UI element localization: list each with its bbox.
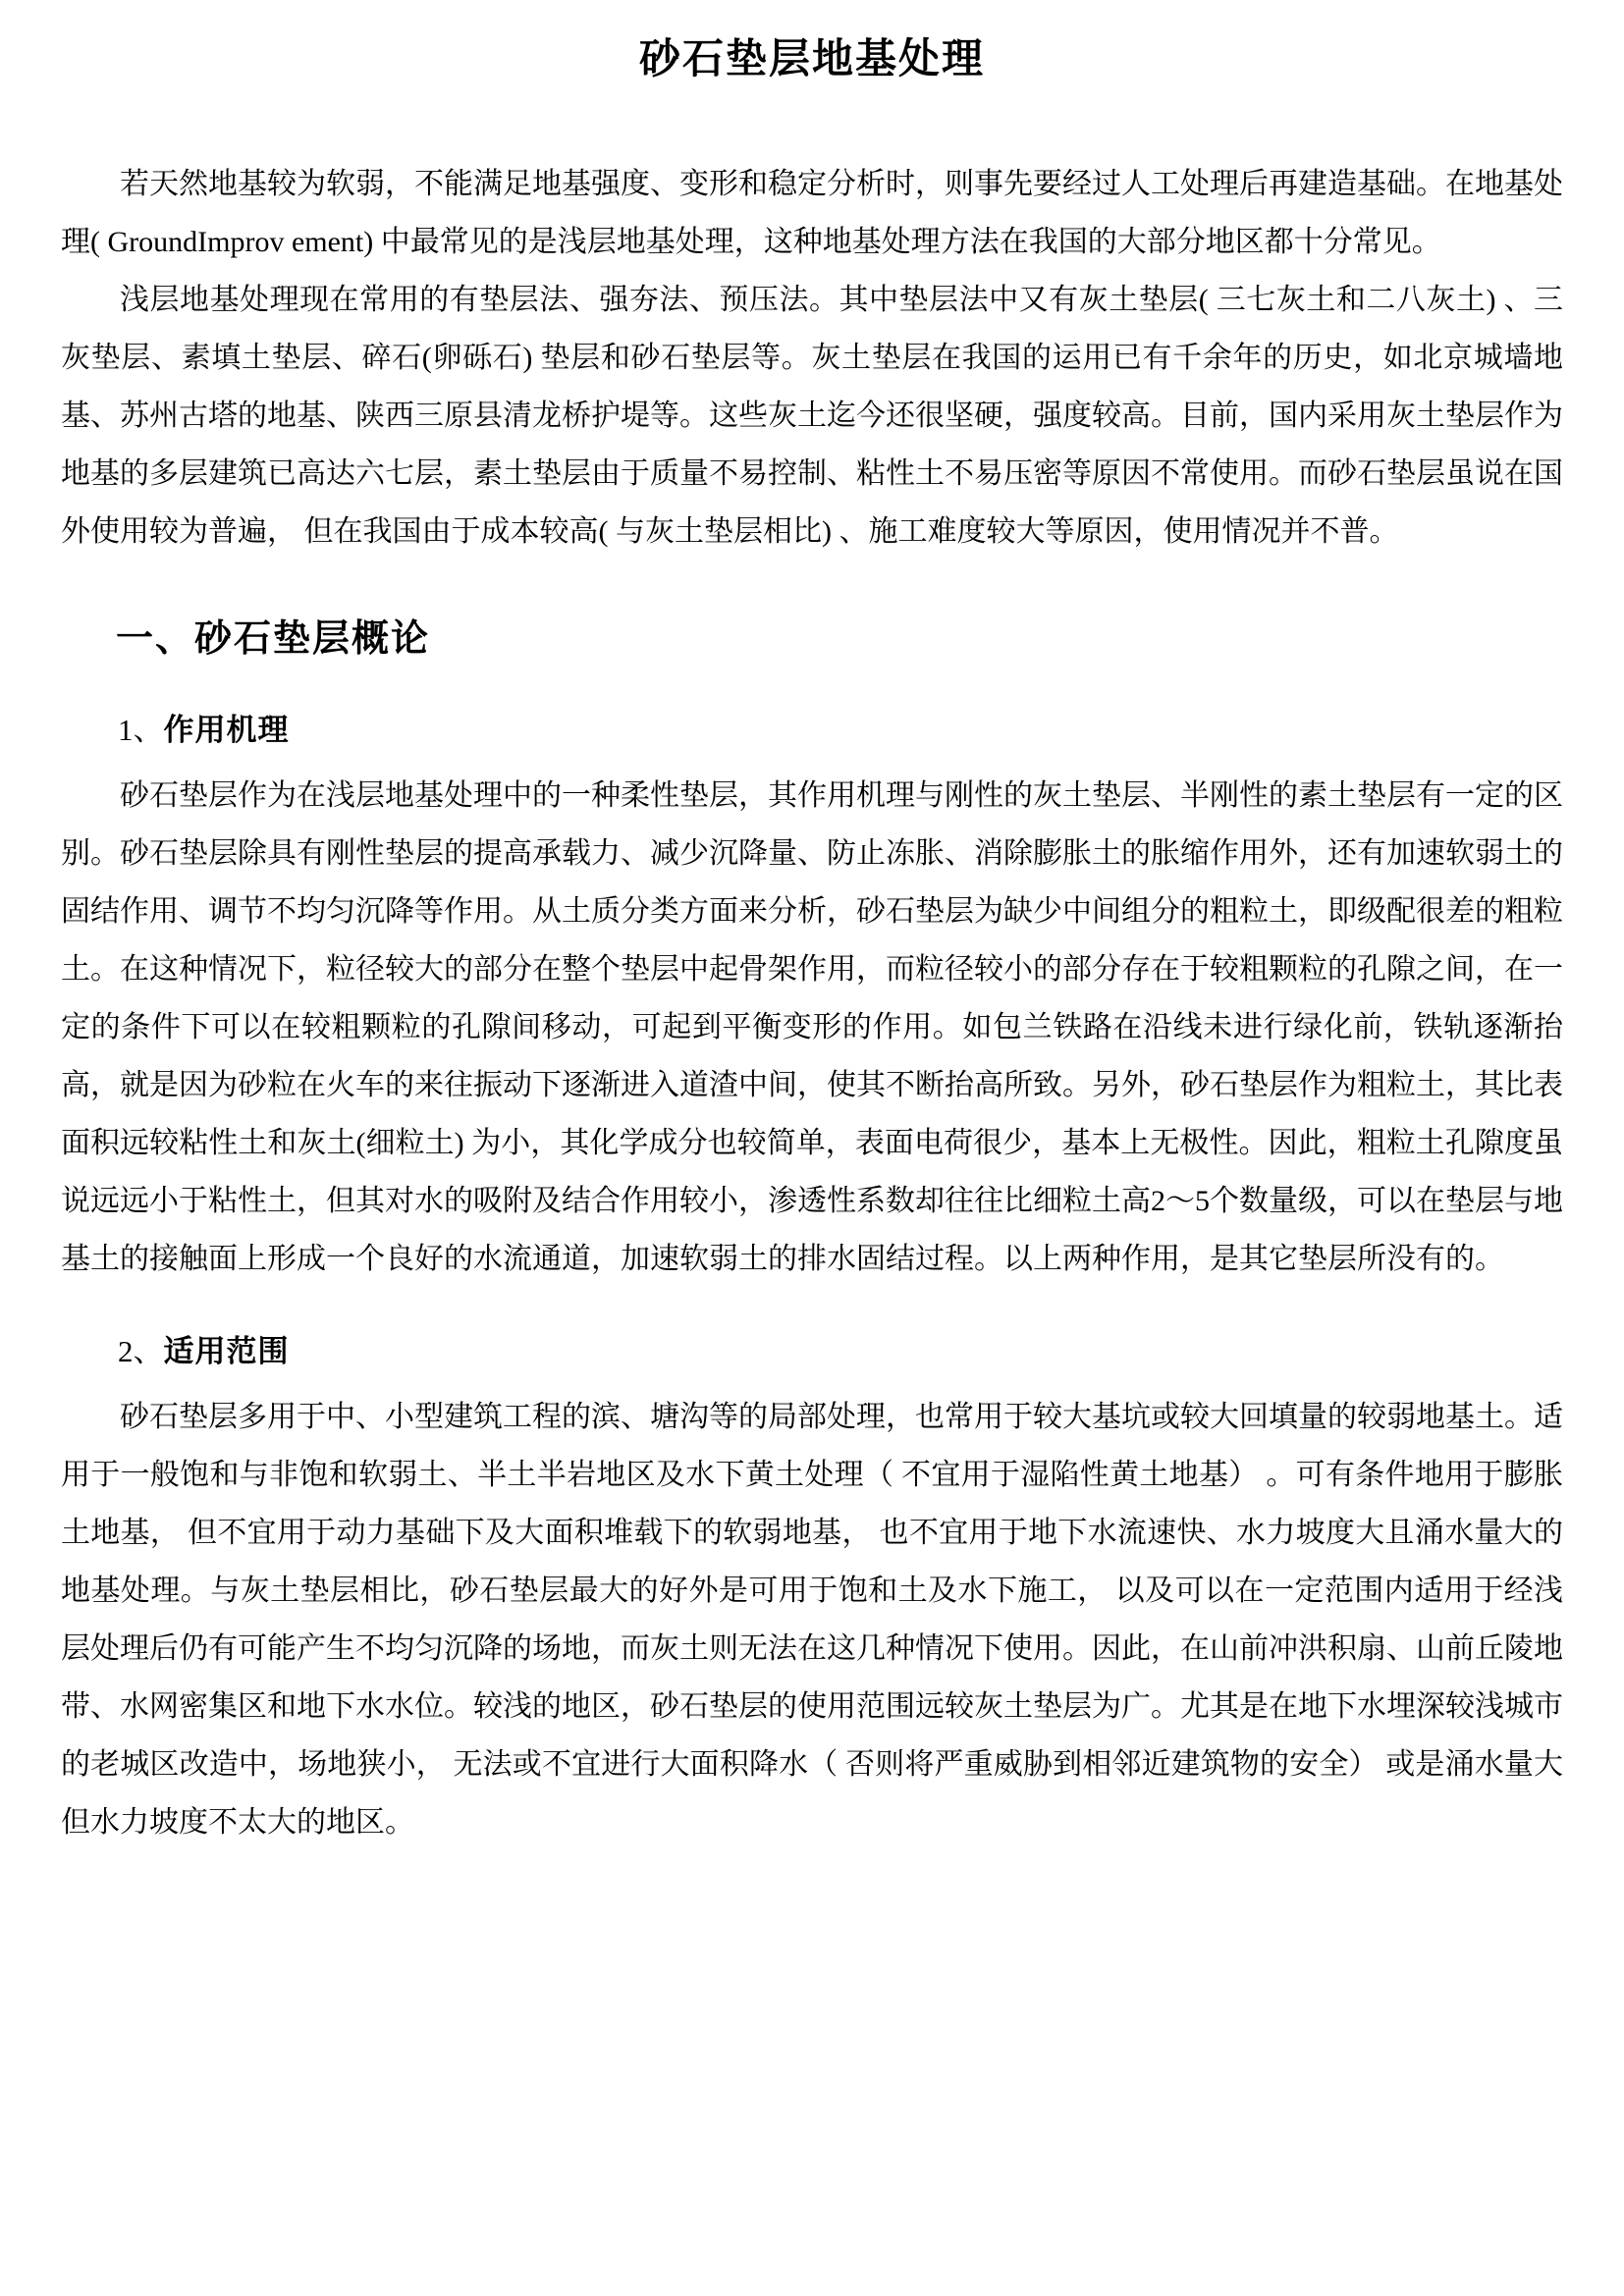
document-title: 砂石垫层地基处理 [638, 35, 985, 81]
section-heading-1: 一、砂石垫层概论 [116, 618, 431, 660]
subsection-1-body: 砂石垫层作为在浅层地基处理中的一种柔性垫层，其作用机理与刚性的灰土垫层、半刚性的素土垫层有一定的区别。砂石垫层除具有刚性垫层的提高承载力、减少沉降量、防止冻胀、消除膨胀土的胀缩作用外，还有加速软弱土的固结作用、调节不均匀沉降等作用。从土质分类方面来分析，砂石垫层为缺少中间组分的粗粒土，即级配很差的粗粒土。在这种情况下，粒径较大的部分在整个垫层中起骨架作用，而粒径较小的部分存在于较粗颗粒的孔隙之间，在一定的条件下可以在较粗颗粒的孔隙间移动，可起到平衡变形的作用。如包兰铁路在沿线未进行绿化前，铁轨逐渐抬高，就是因为砂粒在火车的来往振动下逐渐进入道渣中间，使其不断抬高所致。另外，砂石垫层作为粗粒土，其比表面积远较粘性土和灰土(细粒土) 为小，其化学成分也较简单，表面电荷很少，基本上无极性。因此，粗粒土孔隙度虽说远远小于粘性土，但其对水的吸附及结合作用较小，渗透性系数却往往比细粒土高2～5个数量级，可以在垫层与地基土的接触面上形成一个良好的水流通道，加速软弱土的排水固结过程。以上两种作用，是其它垫层所没有的。 [61, 779, 1563, 1275]
subsection-1-title: 作用机理 [163, 713, 290, 747]
subsection-heading-2 [118, 1329, 1563, 1374]
subsection-1-number: 1、 [118, 713, 164, 747]
subsection-heading-1 [118, 708, 1563, 753]
subsection-2-number: 2、 [118, 1334, 164, 1368]
intro-paragraph-2: 浅层地基处理现在常用的有垫层法、强夯法、预压法。其中垫层法中又有灰土垫层( 三七灰土和二八灰土) 、三灰垫层、素填土垫层、碎石(卵砾石) 垫层和砂石垫层等。灰土垫层在我国的运用已有千余年的历史，如北京城墙地基、苏州古塔的地基、陕西三原县清龙桥护堤等。这些灰土迄今还很坚硬，强度较高。目前，国内采用灰土垫层作为地基的多层建筑已高达六七层，素土垫层由于质量不易控制、粘性土不易压密等原因不常使用。而砂石垫层虽说在国外使用较为普遍， 但在我国由于成本较高( 与灰土垫层相比) 、施工难度较大等原因，使用情况并不普。 [61, 284, 1563, 548]
intro-paragraph-1: 若天然地基较为软弱，不能满足地基强度、变形和稳定分析时，则事先要经过人工处理后再建造基础。在地基处理( GroundImprov ement) 中最常见的是浅层地基处理，这种地基处理方法在我国的大部分地区都十分常见。 [61, 168, 1563, 258]
subsection-2-title: 适用范围 [163, 1334, 290, 1368]
subsection-2-body: 砂石垫层多用于中、小型建筑工程的滨、塘沟等的局部处理，也常用于较大基坑或较大回填量的较弱地基土。适用于一般饱和与非饱和软弱土、半土半岩地区及水下黄土处理（ 不宜用于湿陷性黄土地基） 。可有条件地用于膨胀土地基， 但不宜用于动力基础下及大面积堆载下的软弱地基， 也不宜用于地下水流速快、水力坡度大且涌水量大的地基处理。与灰土垫层相比，砂石垫层最大的好外是可用于饱和土及水下施工， 以及可以在一定范围内适用于经浅层处理后仍有可能产生不均匀沉降的场地，而灰土则无法在这几种情况下使用。因此，在山前冲洪积扇、山前丘陵地带、水网密集区和地下水水位。较浅的地区，砂石垫层的使用范围远较灰土垫层为广。尤其是在地下水埋深较浅城市的老城区改造中，场地狭小， 无法或不宜进行大面积降水（ 否则将严重威胁到相邻近建筑物的安全） 或是涌水量大但水力坡度不太大的地区。 [61, 1401, 1563, 1839]
